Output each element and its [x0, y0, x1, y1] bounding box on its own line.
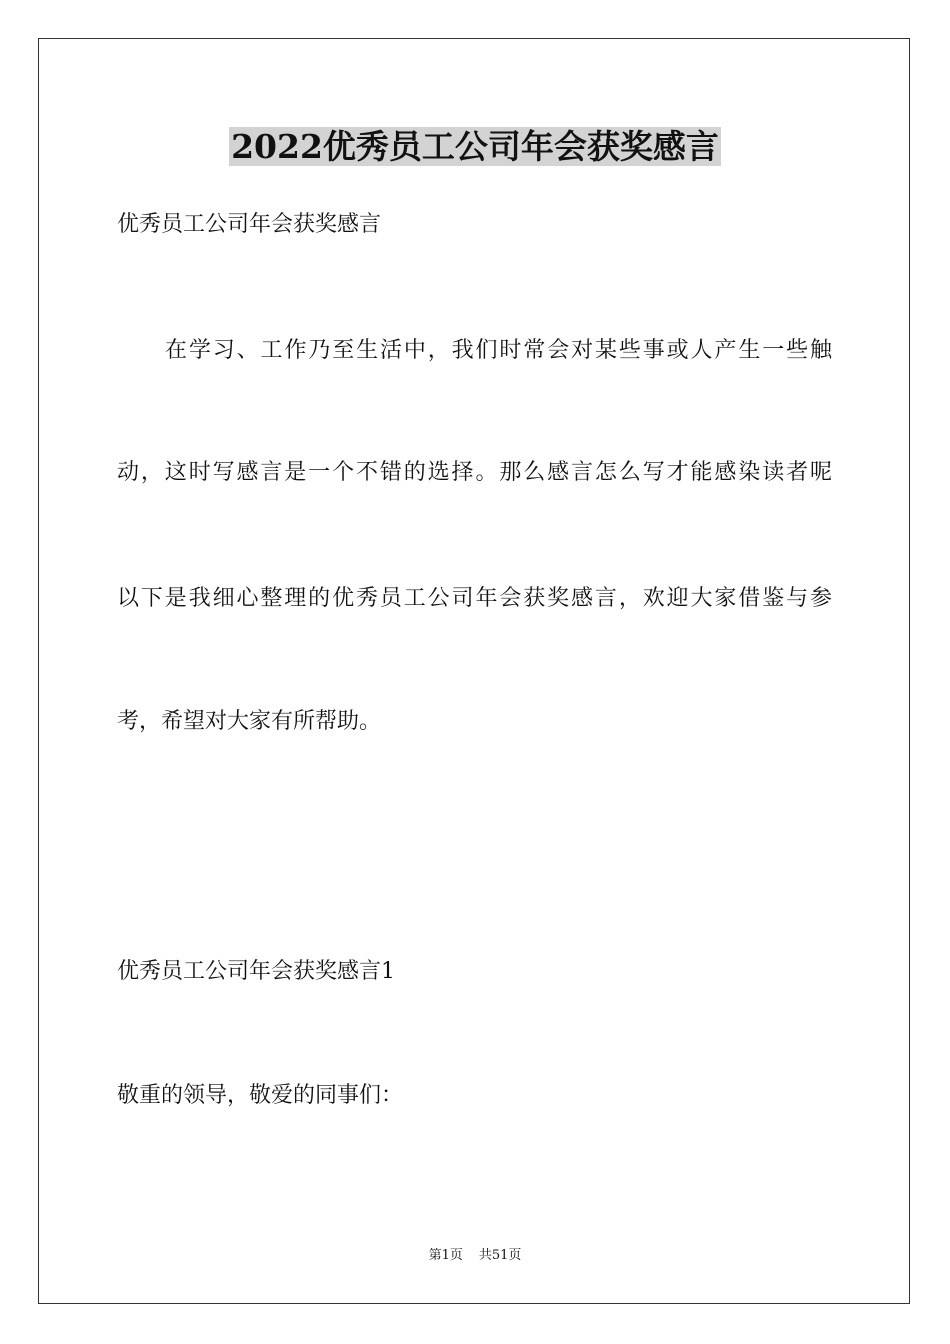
section-heading: 优秀员工公司年会获奖感言1	[117, 959, 395, 984]
paragraph-line-4: 考，希望对大家有所帮助。	[117, 709, 382, 734]
page-number: 第1页	[428, 1248, 463, 1263]
paragraph-line-1: 在学习、工作乃至生活中，我们时常会对某些事或人产生一些触	[165, 338, 832, 363]
paragraph-line-2: 动，这时写感言是一个不错的选择。那么感言怎么写才能感染读者呢	[117, 460, 832, 485]
page-total: 共51页	[478, 1248, 522, 1263]
salutation: 敬重的领导，敬爱的同事们：	[117, 1083, 404, 1108]
document-subtitle: 优秀员工公司年会获奖感言	[117, 212, 382, 237]
document-title-text: 2022优秀员工公司年会获奖感言	[231, 127, 719, 166]
paragraph-line-3: 以下是我细心整理的优秀员工公司年会获奖感言，欢迎大家借鉴与参	[117, 586, 832, 611]
page-footer	[0, 1247, 950, 1265]
document-title	[0, 125, 950, 169]
